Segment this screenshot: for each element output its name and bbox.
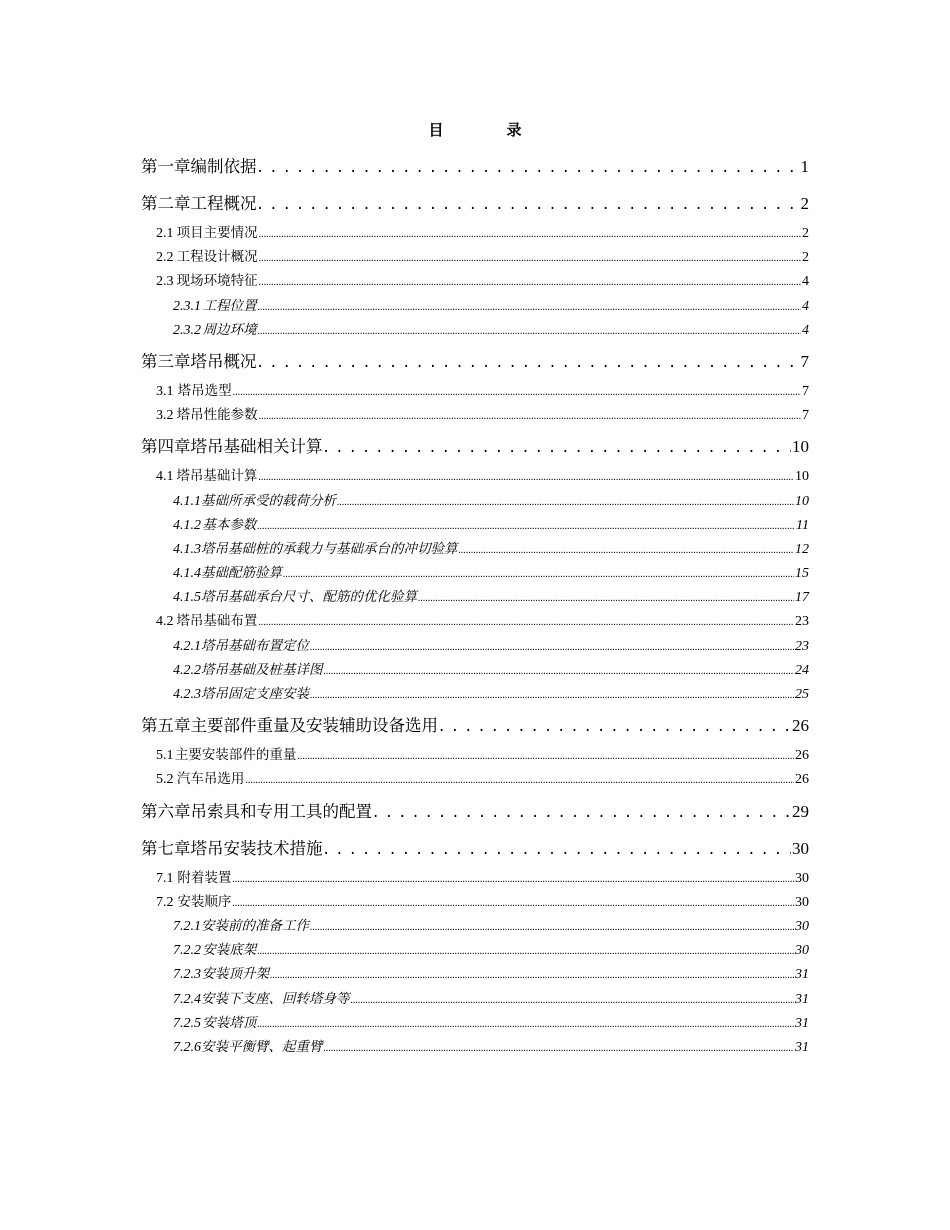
toc-entry-page: 4	[802, 322, 809, 338]
toc-subsection-entry[interactable]	[141, 938, 809, 962]
toc-entry-page: 30	[792, 838, 809, 858]
toc-entry-title: 塔吊性能参数	[176, 407, 258, 424]
toc-dot-leader	[439, 716, 791, 735]
toc-entry-title: 塔吊基础布置定位	[201, 637, 309, 654]
toc-entry-title: 项目主要情况	[176, 225, 258, 241]
toc-entry-title: 基础配筋验算	[201, 565, 282, 582]
toc-chapter-entry[interactable]	[141, 430, 809, 464]
toc-entry-page: 23	[795, 614, 809, 630]
toc-entry-number: 第三章	[141, 351, 191, 371]
toc-section-entry[interactable]	[141, 221, 809, 245]
toc-entry-page: 31	[795, 991, 809, 1007]
toc-entry-page: 15	[795, 566, 809, 582]
toc-dot-leader	[257, 518, 795, 534]
toc-entry-title: 编制依据	[190, 157, 257, 176]
toc-entry-page: 2	[802, 226, 809, 241]
toc-dot-leader	[459, 542, 795, 558]
toc-dot-leader	[258, 323, 801, 339]
toc-entry-title: 工程位置	[202, 297, 257, 314]
toc-dot-leader	[233, 384, 801, 400]
toc-entry-page: 10	[792, 437, 809, 457]
toc-entry-title: 塔吊安装技术措施	[190, 838, 323, 858]
toc-dot-leader	[245, 772, 794, 788]
toc-entry-title: 塔吊基础相关计算	[190, 437, 323, 457]
toc-dot-leader	[258, 469, 794, 485]
toc-entry-title: 塔吊基础承台尺寸、配筋的优化验算	[201, 589, 417, 606]
toc-entry-number: 5.2	[156, 772, 174, 788]
toc-dot-leader	[258, 157, 800, 176]
toc-dot-leader	[324, 1040, 795, 1056]
toc-entry-number: 4.2.1	[173, 638, 201, 654]
toc-entry-title: 汽车吊选用	[176, 771, 245, 788]
toc-entry-number: 7.2.4	[173, 991, 201, 1007]
toc-entry-number: 第五章	[141, 716, 191, 736]
toc-subsection-entry[interactable]	[141, 585, 809, 609]
toc-entry-title: 塔吊基础布置	[176, 613, 258, 630]
toc-entry-page: 4	[802, 274, 809, 290]
toc-entry-number: 第六章	[141, 801, 191, 821]
toc-entry-title: 现场环境特征	[176, 273, 258, 290]
toc-dot-leader	[324, 839, 792, 858]
toc-entry-page: 31	[795, 967, 809, 983]
toc-entry-page: 26	[792, 716, 809, 736]
toc-dot-leader	[258, 352, 800, 371]
toc-dot-leader	[259, 226, 801, 242]
toc-subsection-entry[interactable]	[141, 682, 809, 706]
toc-section-entry[interactable]	[141, 403, 809, 427]
toc-entry-page: 11	[796, 517, 809, 533]
toc-entry-number: 4.1.2	[173, 517, 201, 533]
toc-dot-leader	[257, 1016, 794, 1032]
toc-dot-leader	[258, 194, 800, 213]
toc-subsection-entry[interactable]	[141, 1011, 809, 1035]
toc-subsection-entry[interactable]	[141, 318, 809, 342]
toc-dot-leader	[259, 250, 801, 266]
toc-entry-title: 基本参数	[202, 516, 257, 533]
toc-dot-leader	[270, 967, 794, 983]
toc-section-entry[interactable]	[141, 609, 809, 633]
toc-dot-leader	[283, 566, 794, 582]
toc-entry-page: 30	[795, 943, 809, 959]
toc-entry-title: 安装顺序	[177, 893, 232, 910]
toc-subsection-entry[interactable]	[141, 489, 809, 513]
toc-dot-leader	[232, 895, 794, 911]
toc-entry-title: 安装底架	[202, 942, 257, 959]
toc-entry-title: 主要部件重量及安装辅助设备选用	[190, 716, 438, 736]
toc-dot-leader	[310, 639, 794, 655]
toc-entry-title: 塔吊基础及桩基详图	[201, 661, 323, 678]
toc-entry-page: 23	[795, 638, 809, 654]
toc-entry-number: 4.1	[156, 469, 174, 485]
toc-section-entry[interactable]	[141, 767, 809, 791]
toc-entry-page: 12	[795, 541, 809, 557]
toc-entry-title: 塔吊基础桩的承载力与基础承台的冲切验算	[201, 540, 458, 557]
table-of-contents	[141, 150, 809, 1059]
toc-dot-leader	[351, 992, 795, 1008]
toc-entry-title: 塔吊固定支座安装	[201, 686, 309, 702]
toc-entry-page: 1	[800, 157, 809, 176]
toc-dot-leader	[324, 663, 795, 679]
toc-subsection-entry[interactable]	[141, 987, 809, 1011]
toc-section-entry[interactable]	[141, 379, 809, 403]
toc-entry-page: 24	[795, 662, 809, 678]
toc-entry-number: 第二章	[141, 194, 191, 213]
toc-dot-leader	[258, 299, 801, 315]
toc-entry-page: 31	[795, 1015, 809, 1031]
toc-entry-number: 2.3.2	[173, 322, 201, 338]
toc-entry-page: 31	[795, 1039, 809, 1055]
toc-entry-page: 17	[795, 590, 809, 606]
toc-entry-title: 主要安装部件的重量	[174, 747, 297, 764]
toc-entry-number: 4.1.3	[173, 541, 201, 557]
toc-dot-leader	[257, 943, 794, 959]
toc-entry-number: 第七章	[141, 838, 191, 858]
toc-entry-number: 4.2	[156, 614, 174, 630]
toc-entry-title: 基础所承受的载荷分析	[201, 492, 336, 509]
toc-dot-leader	[258, 614, 794, 630]
toc-entry-page: 10	[795, 469, 809, 485]
toc-entry-number: 2.3	[156, 274, 174, 290]
toc-title: 目 录	[428, 121, 546, 139]
toc-entry-number: 7.2.5	[173, 1015, 201, 1031]
toc-entry-page: 29	[792, 801, 809, 821]
toc-subsection-entry[interactable]	[141, 294, 809, 318]
toc-entry-title: 安装前的准备工作	[201, 917, 309, 934]
toc-dot-leader	[259, 408, 801, 424]
toc-entry-page: 10	[795, 493, 809, 509]
toc-entry-number: 4.1.5	[173, 590, 201, 606]
toc-dot-leader	[418, 590, 794, 606]
toc-dot-leader	[232, 871, 794, 887]
toc-entry-number: 7.1	[156, 870, 174, 886]
toc-chapter-entry[interactable]	[141, 150, 809, 184]
toc-chapter-entry[interactable]	[141, 709, 809, 743]
toc-entry-number: 4.1.1	[173, 493, 201, 509]
toc-entry-page: 7	[800, 351, 809, 371]
toc-entry-title: 工程设计概况	[176, 249, 258, 266]
toc-subsection-entry[interactable]	[141, 1035, 809, 1059]
toc-section-entry[interactable]	[141, 743, 809, 767]
toc-entry-title: 安装塔顶	[202, 1014, 257, 1031]
toc-entry-number: 7.2	[156, 894, 174, 910]
toc-entry-page: 30	[795, 870, 809, 886]
toc-subsection-entry[interactable]	[141, 658, 809, 682]
toc-entry-number: 7.2.1	[173, 918, 201, 934]
toc-entry-title: 安装顶升架	[201, 966, 270, 983]
toc-subsection-entry[interactable]	[141, 914, 809, 938]
toc-subsection-entry[interactable]	[141, 537, 809, 561]
toc-entry-number: 7.2.6	[173, 1039, 201, 1055]
toc-entry-number: 4.2.2	[173, 662, 201, 678]
toc-entry-number: 7.2.3	[173, 967, 201, 983]
toc-chapter-entry[interactable]	[141, 832, 809, 866]
toc-entry-title: 安装平衡臂、起重臂	[201, 1038, 323, 1055]
toc-section-entry[interactable]	[141, 269, 809, 293]
toc-entry-number: 3.2	[156, 408, 174, 424]
toc-entry-title: 塔吊基础计算	[176, 468, 258, 485]
toc-chapter-entry[interactable]	[141, 187, 809, 221]
toc-chapter-entry[interactable]	[141, 345, 809, 379]
toc-section-entry[interactable]	[141, 245, 809, 269]
toc-section-entry[interactable]	[141, 866, 809, 890]
toc-entry-number: 2.1	[156, 226, 174, 241]
toc-subsection-entry[interactable]	[141, 513, 809, 537]
toc-entry-page: 26	[795, 772, 809, 788]
toc-entry-title: 附着装置	[177, 869, 232, 886]
toc-entry-title: 周边环境	[202, 321, 257, 338]
toc-section-entry[interactable]	[141, 464, 809, 488]
toc-subsection-entry[interactable]	[141, 962, 809, 986]
toc-entry-number: 7.2.2	[173, 943, 201, 959]
toc-entry-number: 3.1	[156, 383, 174, 399]
toc-entry-title: 塔吊概况	[190, 351, 257, 371]
toc-entry-number: 2.3.1	[173, 298, 201, 314]
toc-entry-page: 2	[802, 250, 809, 266]
toc-dot-leader	[310, 687, 794, 703]
toc-entry-page: 7	[802, 408, 809, 424]
toc-entry-page: 30	[795, 918, 809, 934]
toc-entry-page: 30	[795, 894, 809, 910]
toc-entry-page: 26	[795, 748, 809, 764]
toc-entry-number: 4.2.3	[173, 687, 201, 702]
toc-entry-number: 4.1.4	[173, 566, 201, 582]
toc-dot-leader	[259, 274, 801, 290]
toc-entry-number: 2.2	[156, 250, 174, 266]
toc-entry-page: 4	[802, 298, 809, 314]
toc-dot-leader	[310, 919, 794, 935]
toc-subsection-entry[interactable]	[141, 634, 809, 658]
toc-entry-title: 安装下支座、回转塔身等	[201, 990, 350, 1007]
toc-dot-leader	[337, 494, 794, 510]
toc-dot-leader	[297, 748, 794, 764]
toc-entry-title: 塔吊选型	[177, 382, 232, 399]
toc-subsection-entry[interactable]	[141, 561, 809, 585]
toc-section-entry[interactable]	[141, 890, 809, 914]
toc-entry-title: 吊索具和专用工具的配置	[190, 801, 372, 821]
toc-entry-title: 工程概况	[190, 194, 257, 213]
toc-entry-number: 第一章	[141, 157, 191, 176]
toc-entry-number: 第四章	[141, 437, 191, 457]
toc-entry-page: 7	[802, 383, 809, 399]
toc-entry-page: 2	[800, 194, 809, 213]
toc-entry-number: 5.1	[156, 748, 174, 764]
toc-entry-page: 25	[795, 687, 809, 702]
toc-chapter-entry[interactable]	[141, 795, 809, 829]
toc-dot-leader	[373, 802, 791, 821]
toc-dot-leader	[324, 437, 792, 456]
